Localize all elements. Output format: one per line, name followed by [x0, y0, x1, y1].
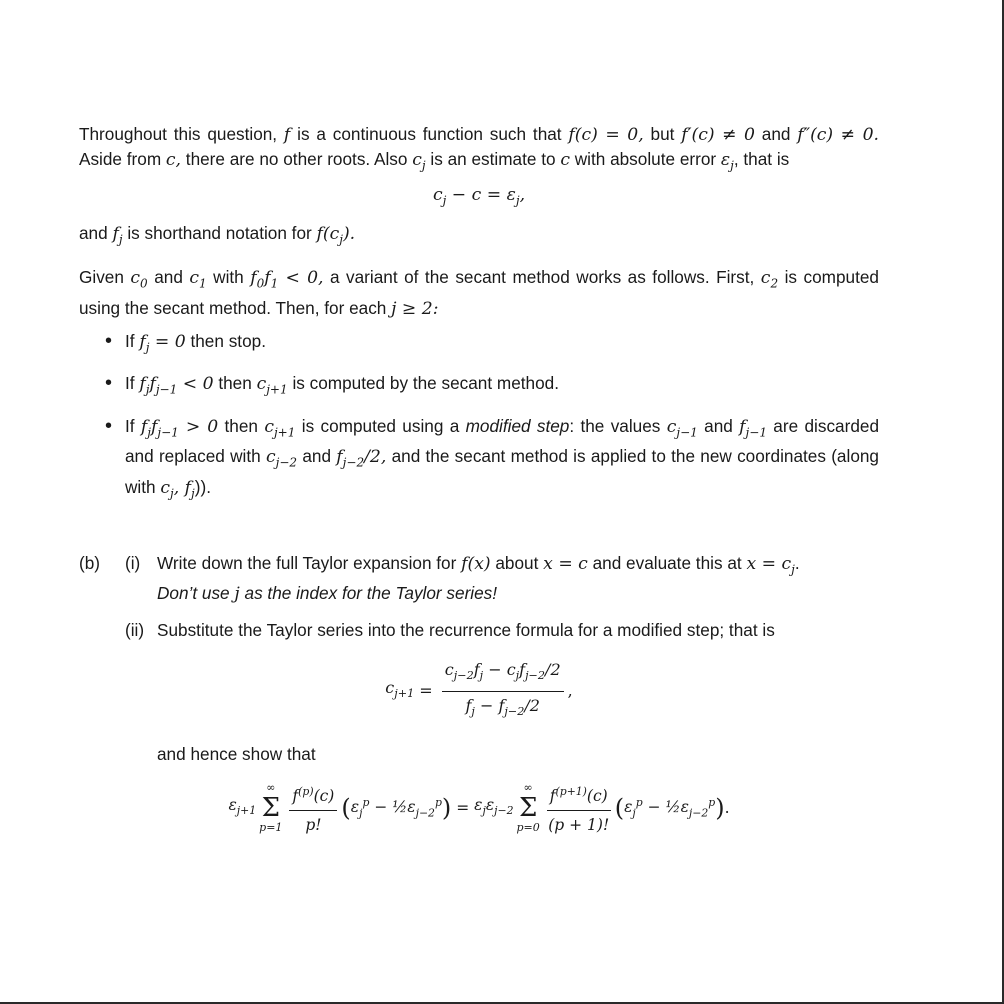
part-b-ii-label: (ii)	[125, 620, 145, 641]
part-b	[79, 551, 879, 837]
list-item: • If $f_j = 0$ then stop.	[125, 329, 879, 359]
list-item: • If $f_jf_{j-1} > 0$ then $c_{j+1}$ is computed using a modified step: the values $c_{j-1}$ and $f_{j-1}$ are discarded and replaced with $c_{j-2}$ and $f_{j-2}/2$, and the secant method is applied to the new coordinates (along with $c_j$, $f_j$)).	[125, 414, 879, 505]
part-b-i: (i) Write down the full Taylor expansion for f(x) about x = c and evaluate this at $x = c_j$. Don’t use j as the index for the Taylor series!	[125, 552, 800, 605]
shorthand-paragraph: and $f_j$ is shorthand notation for $f(c_j)$.	[79, 222, 356, 247]
error-definition-equation: $c_j - c = \varepsilon_j$,	[432, 185, 526, 208]
taylor-index-note: Don’t use j as the index for the Taylor series!	[157, 583, 498, 605]
hence-show-text: and hence show that	[157, 743, 316, 764]
part-b-i-label: (i)	[125, 552, 141, 573]
variant-paragraph: Given $c_0$ and $c_1$ with $f_0f_1 < 0$, a variant of the secant method works as follows. First, $c_2$ is computed using the secant method. Then, for each j ≥ 2:	[79, 267, 879, 319]
document-body	[79, 122, 879, 837]
recurrence-formula: $c_{j+1}$ = $\frac{c_{j-2}f_j - c_jf_{j-2}/2}{f_j - f_{j-2}/2}$ ,	[385, 660, 573, 718]
intro-paragraph: Throughout this question, f is a continuous function such that f(c) = 0, but f′(c) ≠ 0 and f″(c) ≠ 0. Aside from c, there are no other roots. Also $c_j$ is an estimate to c with absolute error $\varepsilon_j$, that is	[79, 124, 879, 173]
part-b-label: (b)	[79, 552, 101, 573]
list-item: • If $f_jf_{j-1} < 0$ then $c_{j+1}$ is computed by the secant method.	[125, 371, 879, 401]
rules-list	[79, 329, 879, 505]
part-b-ii: (ii) Substitute the Taylor series into the recurrence formula for a modified step; that is	[125, 620, 775, 641]
target-identity-equation: $\varepsilon_{j+1}$ ∞ Σ p=1 $\frac{f^{(p)}(c)}{p!}$ ( $\varepsilon_j^p$ − $\frac{1}{2}\varepsilon_{j-2}^p$ ) = $\varepsilon_j\varepsilon_{j-2}$ ∞ Σ p=0 $\frac{f^{(p+1)}(c)}{(p + 1)!}$ ( $\varepsilon_j^p$ − $\frac{1}{2}\varepsilon_{j-2}^p$ ) .	[228, 781, 730, 835]
